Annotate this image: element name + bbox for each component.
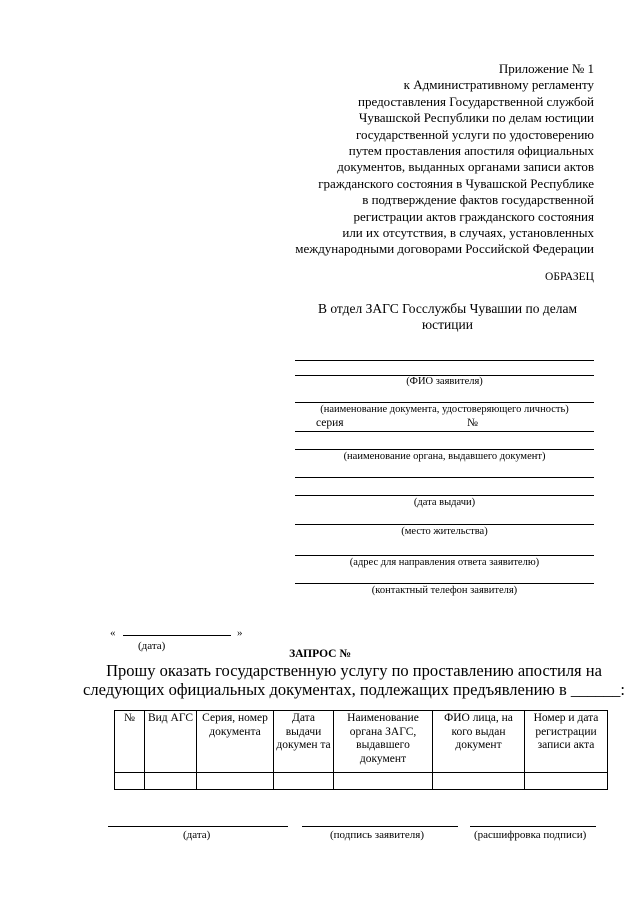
appendix-line: Приложение № 1 — [498, 61, 594, 76]
appendix-header — [214, 61, 594, 258]
series-number-field-line[interactable] — [295, 431, 594, 432]
table-cell[interactable] — [115, 773, 145, 790]
appendix-line: Чувашской Республики по делам юстиции — [358, 110, 594, 126]
table-header-row — [115, 711, 608, 773]
table-cell[interactable] — [433, 773, 525, 790]
addressee — [300, 301, 595, 333]
appendix-line: или их отсутствия, в случаях, установленных — [342, 225, 594, 241]
column-header: Вид АГС — [145, 711, 197, 773]
issuing-authority-field-line[interactable] — [295, 477, 594, 478]
appendix-line: в подтверждение фактов государственной — [362, 192, 594, 208]
appendix-line: гражданского состояния в Чувашской Республике — [318, 175, 594, 191]
reply-address-caption: (адрес для направления ответа заявителю) — [349, 557, 540, 568]
addressee-line: В отдел ЗАГС Госслужбы Чувашии по делам — [317, 301, 578, 316]
date-caption: (дата) — [138, 640, 166, 652]
appendix-line: международными договорами Российской Федерации — [295, 241, 594, 257]
id-document-field-line[interactable] — [295, 402, 594, 403]
appendix-line: регистрации актов гражданского состояния — [353, 208, 594, 224]
reply-address-field-line[interactable] — [295, 555, 594, 556]
table-cell[interactable] — [525, 773, 608, 790]
table-cell[interactable] — [274, 773, 334, 790]
appendix-line: документов, выданных органами записи актов — [337, 159, 594, 175]
number-label: № — [467, 417, 478, 429]
signature-transcript-line[interactable] — [470, 826, 596, 827]
date-blank[interactable] — [123, 635, 231, 636]
id-document-caption: (наименование документа, удостоверяющего личность) — [320, 404, 569, 415]
signature-date-line[interactable] — [108, 826, 288, 827]
table-row — [115, 773, 608, 790]
appendix-line: государственной услуги по удостоверению — [355, 126, 594, 142]
phone-caption: (контактный телефон заявителя) — [371, 585, 518, 596]
signature-transcript-caption: (расшифровка подписи) — [474, 829, 587, 841]
documents-table — [114, 710, 608, 790]
series-label: серия — [316, 417, 344, 429]
column-header: Номер и дата регистрации записи акта — [525, 711, 608, 773]
column-header: Серия, номер документа — [197, 711, 274, 773]
fio-caption: (ФИО заявителя) — [406, 376, 483, 387]
issuing-authority-caption: (наименование органа, выдавшего документ) — [343, 451, 546, 462]
request-text-line: Прошу оказать государственную услугу по проставлению апостиля на — [106, 661, 602, 680]
column-header: Наименование органа ЗАГС, выдавшего документ — [334, 711, 433, 773]
column-header: № — [115, 711, 145, 773]
date-close-quote: » — [237, 627, 243, 639]
signature-caption: (подпись заявителя) — [330, 829, 425, 841]
addressee-line: юстиции — [422, 317, 473, 332]
signature-date-caption: (дата) — [183, 829, 211, 841]
appendix-line: к Административному регламенту — [403, 77, 594, 93]
issuing-authority-field-line[interactable] — [295, 449, 594, 450]
phone-field-line[interactable] — [295, 583, 594, 584]
request-title: ЗАПРОС № — [289, 648, 351, 660]
date-open-quote: « — [110, 627, 116, 639]
table-cell[interactable] — [197, 773, 274, 790]
appendix-line: предоставления Государственной службой — [358, 93, 594, 109]
appendix-line: путем проставления апостиля официальных — [348, 143, 594, 159]
fio-field-line[interactable] — [295, 360, 594, 361]
column-header: ФИО лица, на кого выдан документ — [433, 711, 525, 773]
issue-date-caption: (дата выдачи) — [413, 497, 476, 508]
residence-field-line[interactable] — [295, 524, 594, 525]
table-cell[interactable] — [334, 773, 433, 790]
request-text-line: следующих официальных документах, подлежащих предъявлению в ______: — [83, 680, 625, 699]
table-cell[interactable] — [145, 773, 197, 790]
request-text — [60, 661, 640, 699]
signature-line[interactable] — [302, 826, 458, 827]
column-header: Дата выдачи докумен та — [274, 711, 334, 773]
date-field[interactable] — [110, 627, 243, 639]
sample-label: ОБРАЗЕЦ — [545, 271, 594, 283]
residence-caption: (место жительства) — [401, 526, 488, 537]
issue-date-field-line[interactable] — [295, 495, 594, 496]
